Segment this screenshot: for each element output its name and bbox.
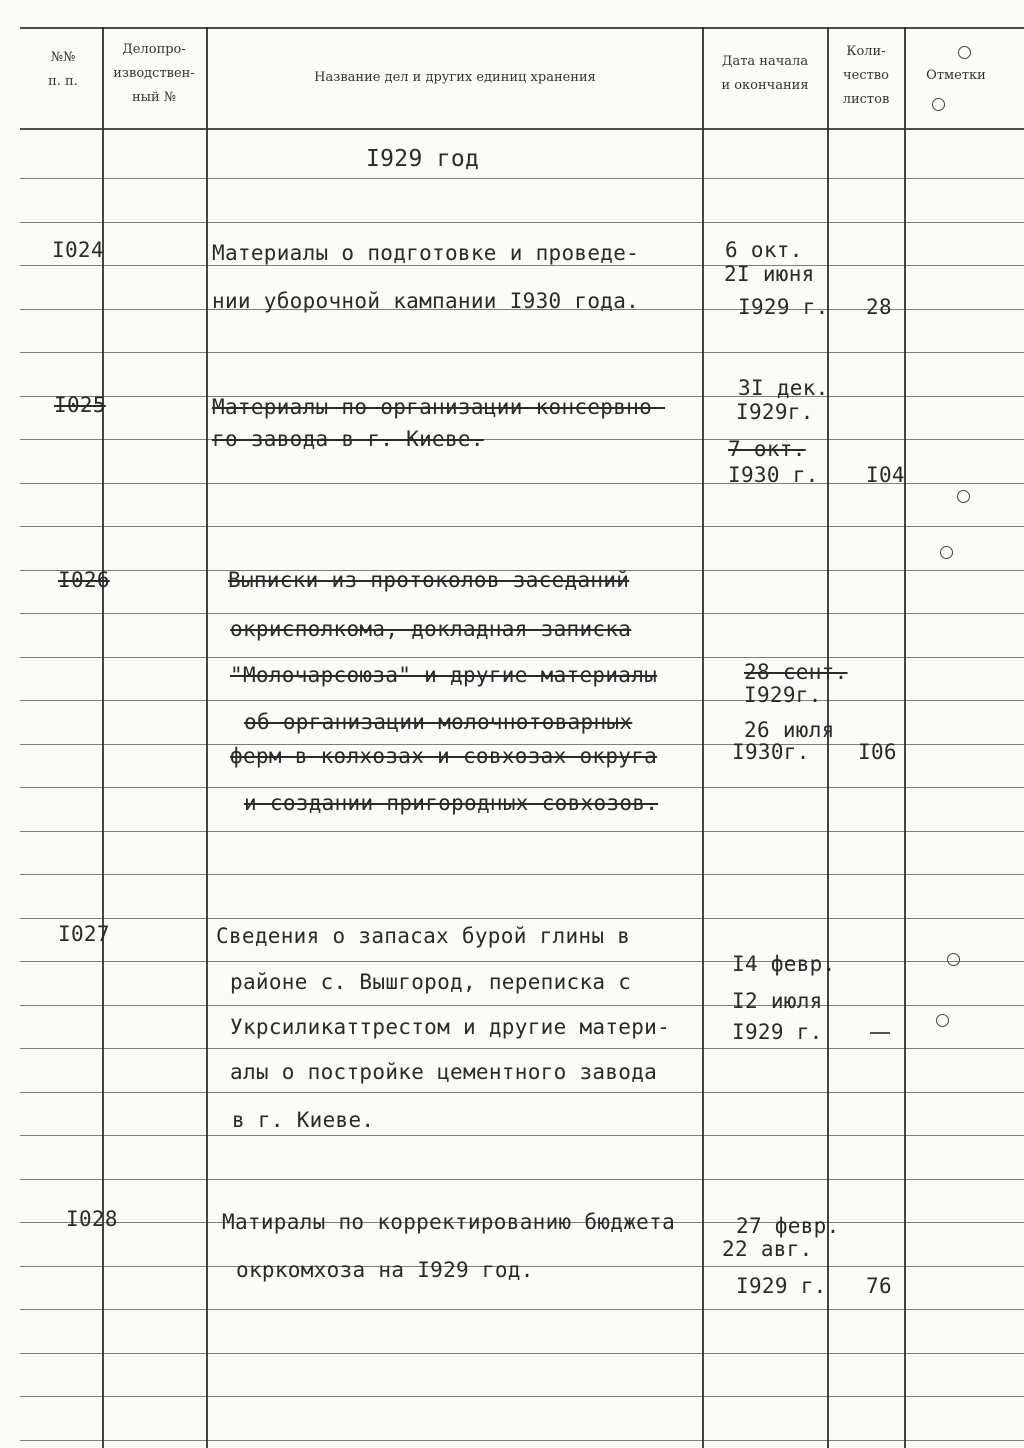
header-top-rule	[20, 27, 1024, 29]
entry-date-line: I929 г.	[732, 1020, 823, 1044]
entry-date-line: I4 февр.	[732, 952, 836, 976]
entry-sheets: 76	[866, 1274, 892, 1298]
entry-title-line: окркомхоза на I929 год.	[236, 1258, 534, 1282]
header-col-office-line1: Делопро-	[122, 42, 186, 57]
entry-date-line: I929г.	[736, 400, 814, 424]
entry-sheets: I04	[866, 463, 905, 487]
dash-mark-icon	[870, 1032, 890, 1034]
ruled-line	[20, 1396, 1024, 1397]
header-col-sheets-line2: чество	[843, 68, 889, 83]
circle-mark-icon	[957, 490, 970, 503]
entry-date-line: 22 авг.	[722, 1237, 813, 1261]
entry-title-line: нии уборочной кампании I930 года.	[212, 289, 640, 313]
column-separator	[206, 27, 208, 1448]
ruled-line	[20, 700, 1024, 701]
entry-title-line: Выписки из протоколов заседаний	[228, 568, 630, 592]
entry-title-line: алы о постройке цементного завода	[230, 1060, 658, 1084]
entry-title-line: Матиралы по корректированию бюджета	[222, 1210, 676, 1234]
header-bottom-rule	[20, 128, 1024, 130]
entry-title-line: го завода в г. Киеве.	[212, 427, 484, 451]
entry-title-line: районе с. Вышгород, переписка с	[230, 970, 632, 994]
ruled-line	[20, 1309, 1024, 1310]
circle-mark-icon	[947, 953, 960, 966]
header-col-office-line2: изводствен-	[113, 66, 195, 81]
header-col-office	[104, 38, 204, 110]
ruled-line	[20, 787, 1024, 788]
entry-date-line: 2I июня	[724, 262, 815, 286]
header-col-office-line3: ный №	[131, 90, 177, 105]
column-separator	[702, 27, 704, 1448]
ruled-line	[20, 222, 1024, 223]
entry-date-line: I2 июля	[732, 989, 823, 1013]
entry-date-line: 26 июля	[744, 718, 835, 742]
entry-date-line: 28 сент.	[744, 660, 848, 684]
entry-number: I025	[54, 393, 106, 417]
ruled-line	[20, 439, 1024, 440]
entry-date-line: I929 г.	[736, 1274, 827, 1298]
ruled-line	[20, 918, 1024, 919]
ruled-line	[20, 1048, 1024, 1049]
entry-number: I024	[52, 238, 104, 262]
entry-title-line: ферм в колхозах и совхозах округа	[230, 744, 658, 768]
circle-mark-icon	[940, 546, 953, 559]
entry-number: I026	[58, 568, 110, 592]
entry-sheets: 28	[866, 295, 892, 319]
header-col-notes: Отметки	[926, 68, 986, 83]
ruled-line	[20, 1179, 1024, 1180]
header-col-number-line1: №№	[50, 50, 76, 65]
ruled-line	[20, 831, 1024, 832]
entry-date-line: 6 окт.	[725, 238, 803, 262]
ruled-line	[20, 352, 1024, 353]
header-col-sheets	[830, 40, 902, 112]
circle-mark-icon	[958, 46, 971, 59]
entry-date-line: 3I дек.	[738, 376, 829, 400]
header-col-sheets-line3: листов	[842, 92, 890, 107]
entry-number: I028	[66, 1207, 118, 1231]
entry-date-line: 7 окт.	[728, 437, 806, 461]
entry-title-line: "Молочарсоюза" и другие материалы	[230, 663, 658, 687]
entry-title-line: окрисполкома, докладная записка	[230, 617, 632, 641]
ruled-line	[20, 657, 1024, 658]
ruled-line	[20, 874, 1024, 875]
header-col-sheets-line1: Коли-	[846, 44, 886, 59]
ruled-line	[20, 1092, 1024, 1093]
entry-date-line: I929г.	[744, 683, 822, 707]
entry-title-line: об организации молочнотоварных	[244, 710, 633, 734]
circle-mark-icon	[932, 98, 945, 111]
header-col-number-line2: п. п.	[48, 74, 78, 89]
entry-title-line: в г. Киеве.	[232, 1108, 375, 1132]
entry-date-line: I929 г.	[738, 295, 829, 319]
header-col-dates-line2: и окончания	[721, 78, 809, 93]
entry-sheets: I06	[858, 740, 897, 764]
header-col-dates-line1: Дата начала	[721, 54, 809, 69]
ruled-line	[20, 526, 1024, 527]
entry-title-line: Материалы по организации консервно-	[212, 395, 666, 419]
entry-date-line: 27 февр.	[736, 1214, 840, 1238]
column-separator	[904, 27, 906, 1448]
entry-title-line: Материалы о подготовке и проведе-	[212, 241, 640, 265]
ruled-line	[20, 1440, 1024, 1441]
header-col-dates	[704, 50, 826, 98]
ruled-line	[20, 178, 1024, 179]
entry-title-line: и создании пригородных совхозов.	[244, 791, 659, 815]
entry-number: I027	[58, 922, 110, 946]
entry-title-line: Сведения о запасах бурой глины в	[216, 924, 631, 948]
entry-title-line: Укрсиликаттрестом и другие матери-	[230, 1015, 671, 1039]
header-col-number	[28, 46, 98, 94]
ruled-line	[20, 613, 1024, 614]
ruled-line	[20, 1353, 1024, 1354]
circle-mark-icon	[936, 1014, 949, 1027]
header-col-title: Название дел и других единиц хранения	[314, 70, 596, 85]
ruled-line	[20, 1005, 1024, 1006]
entry-date-line: I930 г.	[728, 463, 819, 487]
section-title: I929 год	[366, 146, 480, 172]
ruled-line	[20, 1135, 1024, 1136]
entry-date-line: I930г.	[732, 740, 810, 764]
ruled-line	[20, 961, 1024, 962]
ruled-line	[20, 265, 1024, 266]
